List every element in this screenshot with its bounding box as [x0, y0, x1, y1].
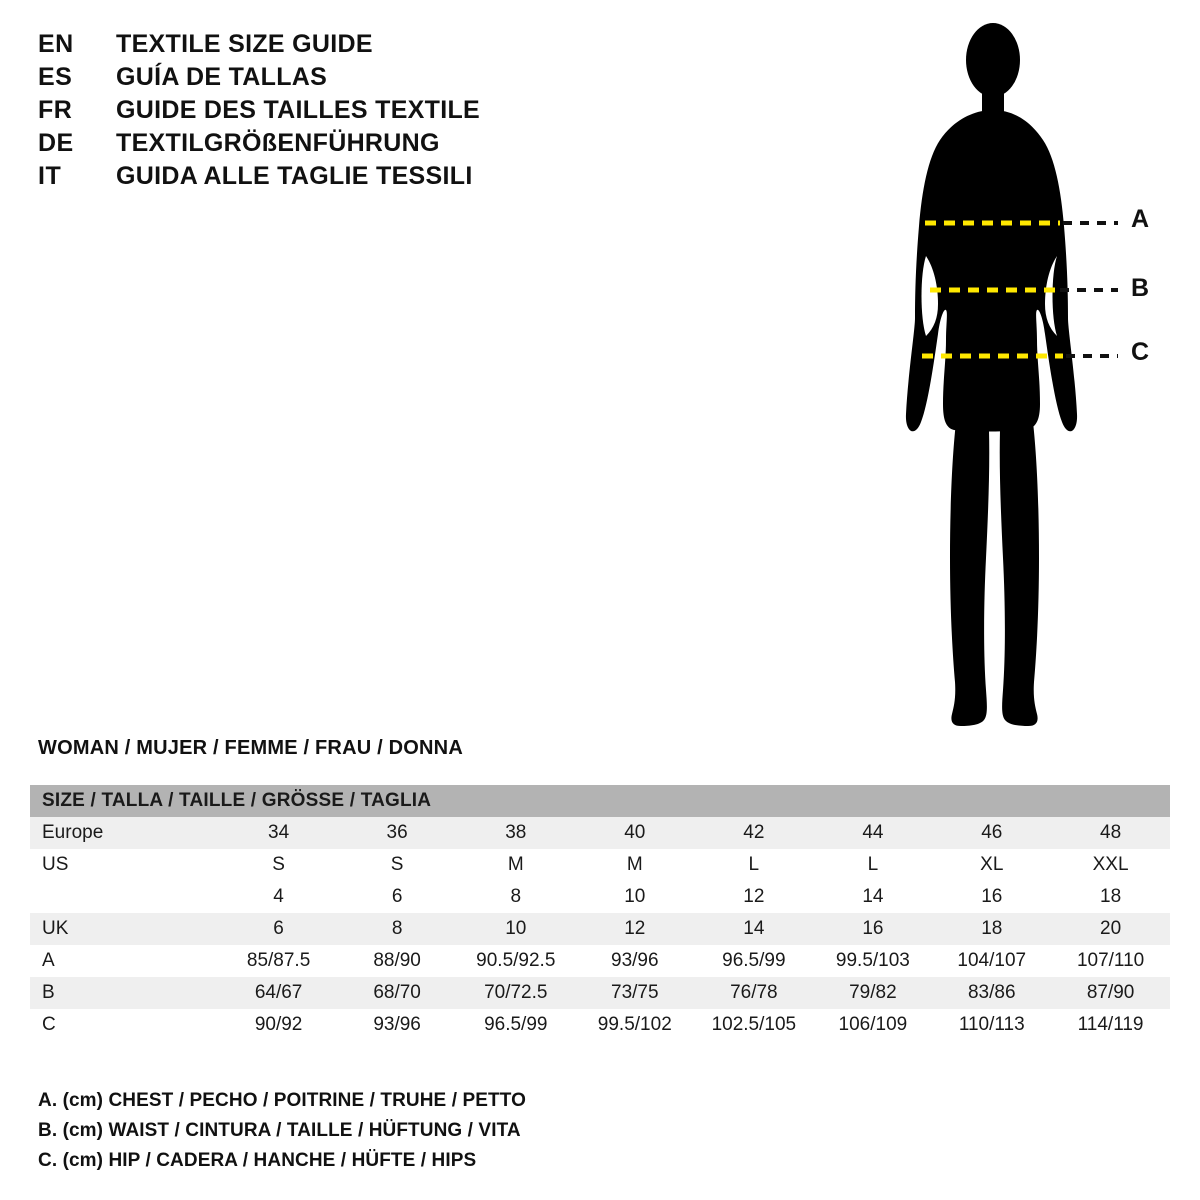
- table-header-row: [30, 785, 1170, 817]
- table-cell: M: [456, 849, 575, 881]
- table-row: [30, 849, 1170, 881]
- language-title: GUIDA ALLE TAGLIE TESSILI: [116, 162, 473, 190]
- table-cell: 10: [456, 913, 575, 945]
- table-cell: 48: [1051, 817, 1170, 849]
- table-cell: 68/70: [338, 977, 456, 1009]
- table-cell: 70/72.5: [456, 977, 575, 1009]
- table-cell: S: [338, 849, 456, 881]
- table-cell: 90.5/92.5: [456, 945, 575, 977]
- measure-label-b: B: [1131, 274, 1150, 302]
- language-code: FR: [38, 96, 73, 124]
- language-row: [38, 96, 558, 129]
- measure-label-c: C: [1131, 338, 1150, 366]
- table-cell: 96.5/99: [456, 1009, 575, 1041]
- language-title: GUÍA DE TALLAS: [116, 63, 328, 91]
- row-label: Europe: [30, 817, 219, 849]
- table-header-label: SIZE / TALLA / TAILLE / GRÖSSE / TAGLIA: [30, 785, 1170, 817]
- language-title: TEXTILE SIZE GUIDE: [116, 30, 373, 58]
- language-title: GUIDE DES TAILLES TEXTILE: [116, 96, 481, 124]
- measure-label-a: A: [1131, 205, 1150, 233]
- measurement-legend: [38, 1090, 738, 1180]
- table-cell: 12: [575, 913, 694, 945]
- table-cell: 20: [1051, 913, 1170, 945]
- table-cell: 18: [1051, 881, 1170, 913]
- table-cell: L: [813, 849, 932, 881]
- language-row: [38, 129, 558, 162]
- female-silhouette-icon: [860, 18, 1190, 738]
- table-cell: 46: [932, 817, 1051, 849]
- language-code: DE: [38, 129, 74, 157]
- table-cell: 6: [219, 913, 338, 945]
- legend-note-b: B. (cm) WAIST / CINTURA / TAILLE / HÜFTUNG / VITA: [38, 1120, 521, 1141]
- language-code: IT: [38, 162, 62, 190]
- row-label: UK: [30, 913, 219, 945]
- legend-note-a: A. (cm) CHEST / PECHO / POITRINE / TRUHE / PETTO: [38, 1090, 526, 1111]
- table-cell: 12: [694, 881, 813, 913]
- table-cell: 104/107: [932, 945, 1051, 977]
- table-cell: 85/87.5: [219, 945, 338, 977]
- table-cell: 90/92: [219, 1009, 338, 1041]
- table-cell: 42: [694, 817, 813, 849]
- table-cell: 99.5/102: [575, 1009, 694, 1041]
- table-cell: 10: [575, 881, 694, 913]
- table-cell: S: [219, 849, 338, 881]
- table-cell: 4: [219, 881, 338, 913]
- table-row: [30, 881, 1170, 913]
- table-cell: 114/119: [1051, 1009, 1170, 1041]
- row-label: US: [30, 849, 219, 881]
- table-cell: 93/96: [575, 945, 694, 977]
- legend-note-c: C. (cm) HIP / CADERA / HANCHE / HÜFTE / HIPS: [38, 1150, 477, 1171]
- table-cell: 73/75: [575, 977, 694, 1009]
- table-cell: 14: [813, 881, 932, 913]
- row-label: C: [30, 1009, 219, 1041]
- table-cell: 106/109: [813, 1009, 932, 1041]
- table-cell: 6: [338, 881, 456, 913]
- table-section-title: WOMAN / MUJER / FEMME / FRAU / DONNA: [38, 737, 463, 759]
- row-label: [30, 881, 219, 913]
- table-cell: 110/113: [932, 1009, 1051, 1041]
- table-cell: 40: [575, 817, 694, 849]
- table-cell: 44: [813, 817, 932, 849]
- table-cell: 96.5/99: [694, 945, 813, 977]
- row-label: A: [30, 945, 219, 977]
- table-cell: 8: [456, 881, 575, 913]
- table-cell: 107/110: [1051, 945, 1170, 977]
- language-title-list: [38, 30, 558, 195]
- language-row: [38, 162, 558, 195]
- language-code: ES: [38, 63, 73, 91]
- table-cell: 16: [932, 881, 1051, 913]
- table-row: [30, 817, 1170, 849]
- row-label: B: [30, 977, 219, 1009]
- table-cell: XXL: [1051, 849, 1170, 881]
- table-cell: 8: [338, 913, 456, 945]
- table-row: [30, 977, 1170, 1009]
- size-table: [30, 785, 1170, 1041]
- language-title: TEXTILGRÖßENFÜHRUNG: [116, 129, 440, 157]
- table-cell: 99.5/103: [813, 945, 932, 977]
- table-row: [30, 1009, 1170, 1041]
- table-cell: 87/90: [1051, 977, 1170, 1009]
- table-cell: 88/90: [338, 945, 456, 977]
- table-cell: 34: [219, 817, 338, 849]
- language-code: EN: [38, 30, 74, 58]
- table-cell: 16: [813, 913, 932, 945]
- table-cell: L: [694, 849, 813, 881]
- measurement-figure: [860, 18, 1190, 738]
- table-cell: 79/82: [813, 977, 932, 1009]
- table-cell: XL: [932, 849, 1051, 881]
- table-cell: 76/78: [694, 977, 813, 1009]
- language-row: [38, 30, 558, 63]
- language-row: [38, 63, 558, 96]
- table-cell: 102.5/105: [694, 1009, 813, 1041]
- table-cell: M: [575, 849, 694, 881]
- table-cell: 38: [456, 817, 575, 849]
- table-cell: 36: [338, 817, 456, 849]
- table-cell: 83/86: [932, 977, 1051, 1009]
- table-cell: 14: [694, 913, 813, 945]
- table-row: [30, 913, 1170, 945]
- table-cell: 64/67: [219, 977, 338, 1009]
- table-row: [30, 945, 1170, 977]
- table-cell: 93/96: [338, 1009, 456, 1041]
- table-cell: 18: [932, 913, 1051, 945]
